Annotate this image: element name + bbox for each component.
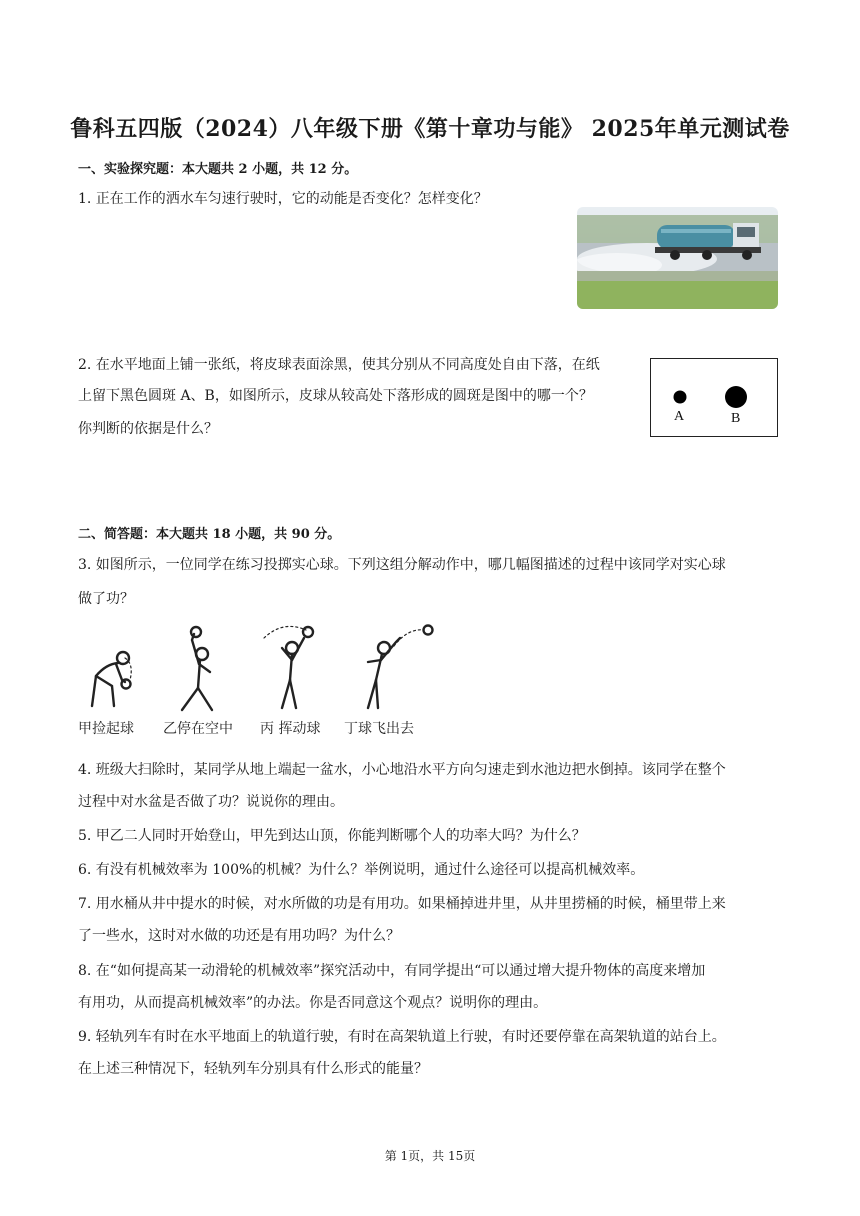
spot-b	[725, 386, 747, 408]
page-title: 鲁科五四版（2024）八年级下册《第十章功与能》 2025年单元测试卷	[70, 116, 790, 142]
figure-ding	[368, 626, 433, 709]
question-2-line-2: 上留下黑色圆斑 A、B，如图所示，皮球从较高处下落形成的圆斑是图中的哪一个？	[78, 388, 593, 404]
question-8-line-1: 8. 在“如何提高某一动滑轮的机械效率”探究活动中，有同学提出“可以通过增大提升物体的高度来增加	[78, 963, 706, 979]
question-1: 1. 正在工作的洒水车匀速行驶时，它的动能是否变化？怎样变化？	[78, 191, 488, 207]
question-2-line-3: 你判断的依据是什么？	[78, 421, 218, 437]
question-9-line-2: 在上述三种情况下，轻轨列车分别具有什么形式的能量？	[78, 1061, 428, 1077]
question-7-line-1: 7. 用水桶从井中提水的时候，对水所做的功是有用功。如果桶掉进井里，从井里捞桶的时候，桶里带上来	[78, 896, 726, 912]
figure-yi	[182, 627, 212, 710]
water-truck-illustration	[577, 207, 778, 309]
throwing-figures	[78, 618, 438, 748]
spot-a	[674, 391, 687, 404]
question-8-line-2: 有用功，从而提高机械效率”的办法。你是否同意这个观点？说明你的理由。	[78, 995, 548, 1011]
caption-ding: 丁球飞出去	[344, 721, 414, 737]
page-footer: 第 1页，共 15页	[384, 1149, 476, 1163]
question-2-line-1: 2. 在水平地面上铺一张纸，将皮球表面涂黑，使其分别从不同高度处自由下落，在纸	[78, 357, 600, 373]
question-6: 6. 有没有机械效率为 100%的机械？为什么？举例说明，通过什么途径可以提高机械效率。	[78, 862, 645, 878]
section-heading-1: 一、实验探究题：本大题共 2 小题，共 12 分。	[78, 162, 358, 177]
spot-b-label: B	[731, 411, 741, 426]
caption-yi: 乙停在空中	[163, 721, 233, 737]
question-7-line-2: 了一些水，这时对水做的功还是有用功吗？为什么？	[78, 928, 400, 944]
spot-a-label: A	[674, 409, 685, 424]
figure-jia	[92, 652, 131, 706]
spots-figure	[650, 358, 778, 437]
figure-bing	[264, 626, 313, 708]
question-9-line-1: 9. 轻轨列车有时在水平地面上的轨道行驶，有时在高架轨道上行驶，有时还要停靠在高架轨道的站台上。	[78, 1029, 726, 1045]
section-heading-2: 二、简答题：本大题共 18 小题，共 90 分。	[78, 527, 341, 542]
caption-bing: 丙 挥动球	[260, 721, 321, 737]
question-5: 5. 甲乙二人同时开始登山，甲先到达山顶，你能判断哪个人的功率大吗？为什么？	[78, 828, 586, 844]
question-3-line-1: 3. 如图所示，一位同学在练习投掷实心球。下列这组分解动作中，哪几幅图描述的过程中该同学对实心球	[78, 557, 726, 573]
question-4-line-2: 过程中对水盆是否做了功？说说你的理由。	[78, 794, 344, 810]
question-3-line-2: 做了功？	[78, 591, 134, 607]
water-truck-photo	[577, 207, 778, 309]
question-4-line-1: 4. 班级大扫除时，某同学从地上端起一盆水，小心地沿水平方向匀速走到水池边把水倒掉。该同学在整个	[78, 762, 726, 778]
caption-jia: 甲捡起球	[78, 721, 134, 737]
